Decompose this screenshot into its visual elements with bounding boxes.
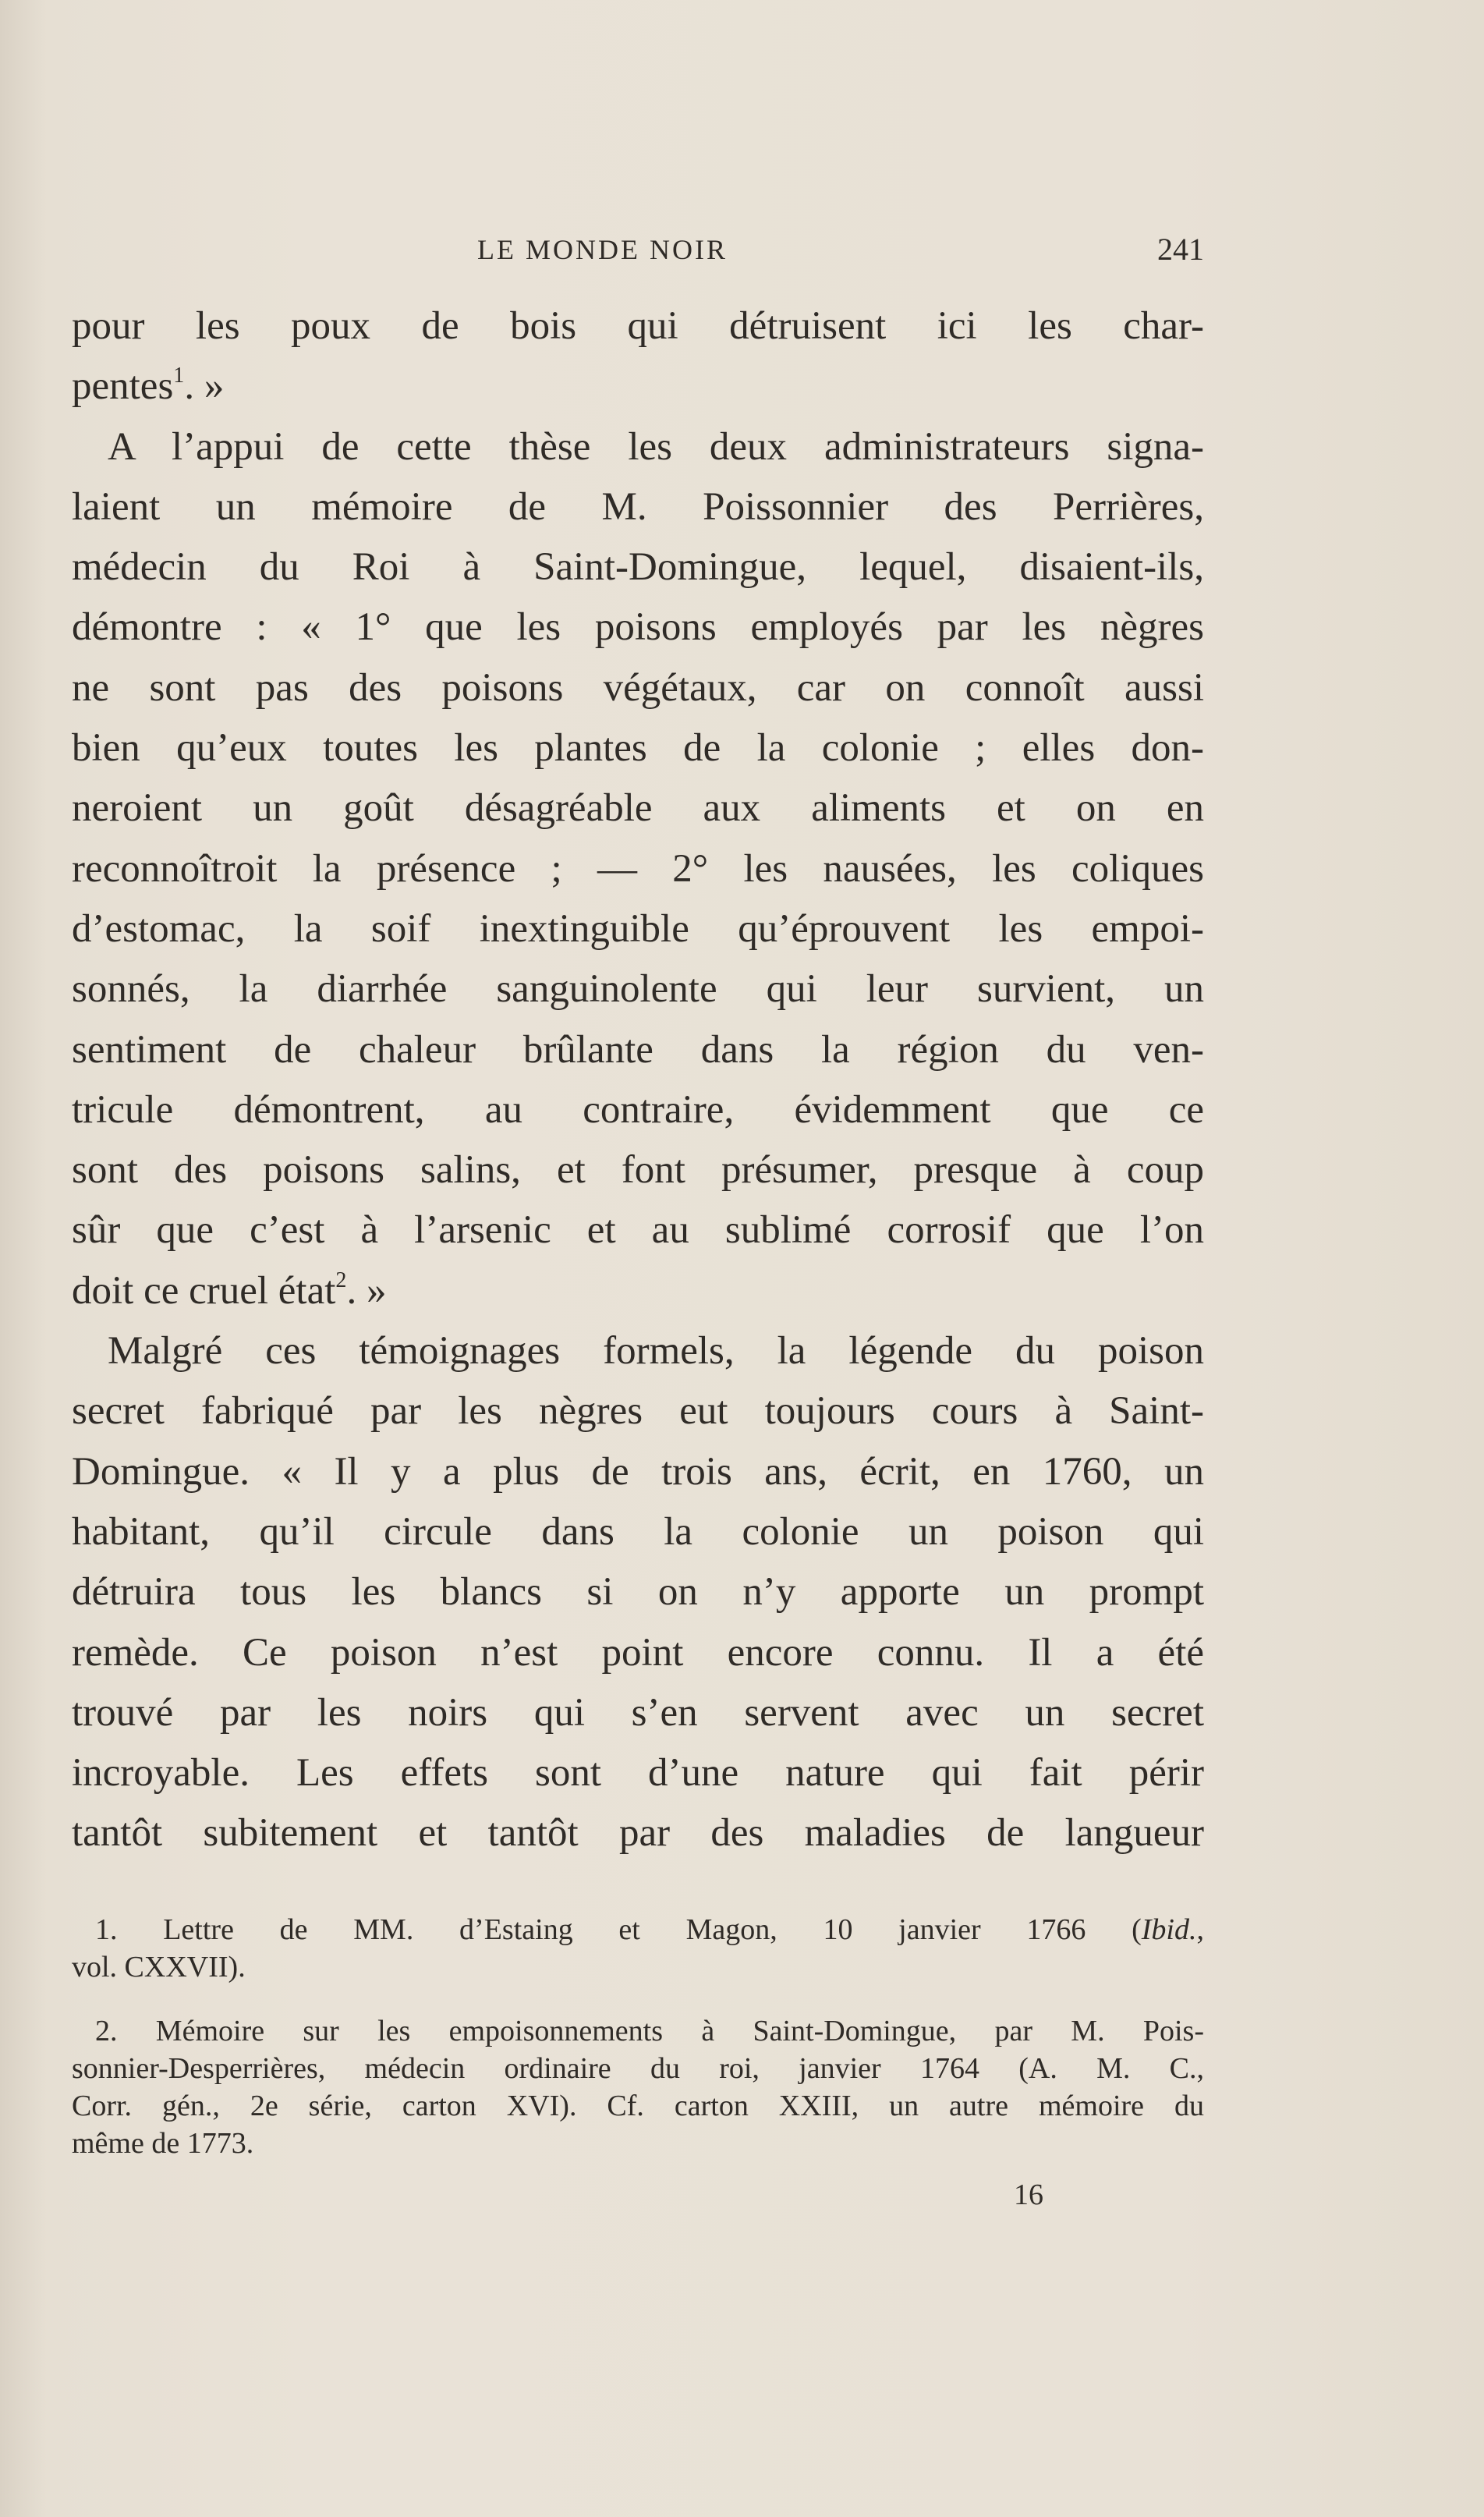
text-line: incroyable. Les effets sont d’une nature qui fait périr: [72, 1751, 1204, 1796]
page-header: [72, 226, 1204, 273]
text-line: sonnés, la diarrhée sanguinolente qui leur survient, un: [72, 967, 1204, 1012]
footnote-2-line: 2. Mémoire sur les empoisonnements à Saint-Domingue, par M. Pois-: [95, 2015, 1204, 2047]
footnote-1-line: [72, 1911, 1204, 1948]
footnote-gap: [72, 1986, 1204, 2012]
text-line: tantôt subitement et tantôt par des maladies de langueur: [72, 1811, 1204, 1856]
text-line: habitant, qu’il circule dans la colonie un poison qui: [72, 1509, 1204, 1554]
footnote-1-line: vol. CXXVII).: [72, 1951, 246, 1983]
printer-signature-mark: 16: [1014, 2178, 1043, 2211]
running-title: LE MONDE NOIR: [477, 234, 728, 265]
footnote-ibid: Ibid.: [1141, 1913, 1197, 1946]
text-line: reconnoîtroit la présence ; — 2° les nausées, les coliques: [72, 846, 1204, 891]
footnote-2-line: sonnier-Desperrières, médecin ordinaire du roi, janvier 1764 (A. M. C.,: [72, 2052, 1204, 2085]
text-line: A l’appui de cette thèse les deux administrateurs signa-: [108, 424, 1204, 469]
text-line: laient un mémoire de M. Poissonnier des Perrières,: [72, 484, 1204, 529]
body-text: [72, 296, 1204, 1864]
text-line: neroient un goût désagréable aux aliments et on en: [72, 786, 1204, 831]
text-line: sentiment de chaleur brûlante dans la région du ven-: [72, 1027, 1204, 1072]
text-line: tricule démontrent, au contraire, évidemment que ce: [72, 1087, 1204, 1132]
text-line: sûr que c’est à l’arsenic et au sublimé corrosif que l’on: [72, 1208, 1204, 1253]
text-line: Malgré ces témoignages formels, la légende du poison: [108, 1329, 1204, 1374]
footnote-ref-2: 2: [335, 1267, 347, 1292]
text-line: Domingue. « Il y a plus de trois ans, écrit, en 1760, un: [72, 1449, 1204, 1494]
text-fragment: . »: [184, 364, 225, 409]
text-line: [72, 356, 1204, 417]
text-line: médecin du Roi à Saint-Domingue, lequel, disaient-ils,: [72, 545, 1204, 590]
text-line: sont des poisons salins, et font présumer, presque à coup: [72, 1148, 1204, 1193]
text-fragment: 1. Lettre de MM. d’Estaing et Magon, 10 janvier 1766 (: [95, 1913, 1142, 1946]
text-line: remède. Ce poison n’est point encore connu. Il a été: [72, 1630, 1204, 1675]
footnote-2-line: Corr. gén., 2e série, carton XVI). Cf. carton XXIII, un autre mémoire du: [72, 2090, 1204, 2122]
text-fragment: ,: [1196, 1913, 1204, 1946]
text-line: pour les poux de bois qui détruisent ici les char-: [72, 304, 1204, 348]
footnote-ref-1: 1: [173, 363, 185, 388]
text-line: secret fabriqué par les nègres eut toujours cours à Saint-: [72, 1389, 1204, 1434]
text-line: d’estomac, la soif inextinguible qu’éprouvent les empoi-: [72, 906, 1204, 951]
text-fragment: doit ce cruel état: [72, 1268, 336, 1313]
text-line: démontre : « 1° que les poisons employés par les nègres: [72, 605, 1204, 650]
text-line: bien qu’eux toutes les plantes de la colonie ; elles don-: [72, 726, 1204, 771]
text-line: ne sont pas des poisons végétaux, car on connoît aussi: [72, 665, 1204, 710]
text-fragment: pentes: [72, 364, 174, 409]
footnote-2-line: même de 1773.: [72, 2127, 254, 2160]
text-line: trouvé par les noirs qui s’en servent avec un secret: [72, 1690, 1204, 1735]
text-fragment: . »: [346, 1268, 387, 1313]
footnotes: [72, 1911, 1204, 2162]
page-number: 241: [1157, 232, 1204, 267]
text-line: détruira tous les blancs si on n’y apporte un prompt: [72, 1570, 1204, 1615]
text-line: [72, 1261, 1204, 1321]
